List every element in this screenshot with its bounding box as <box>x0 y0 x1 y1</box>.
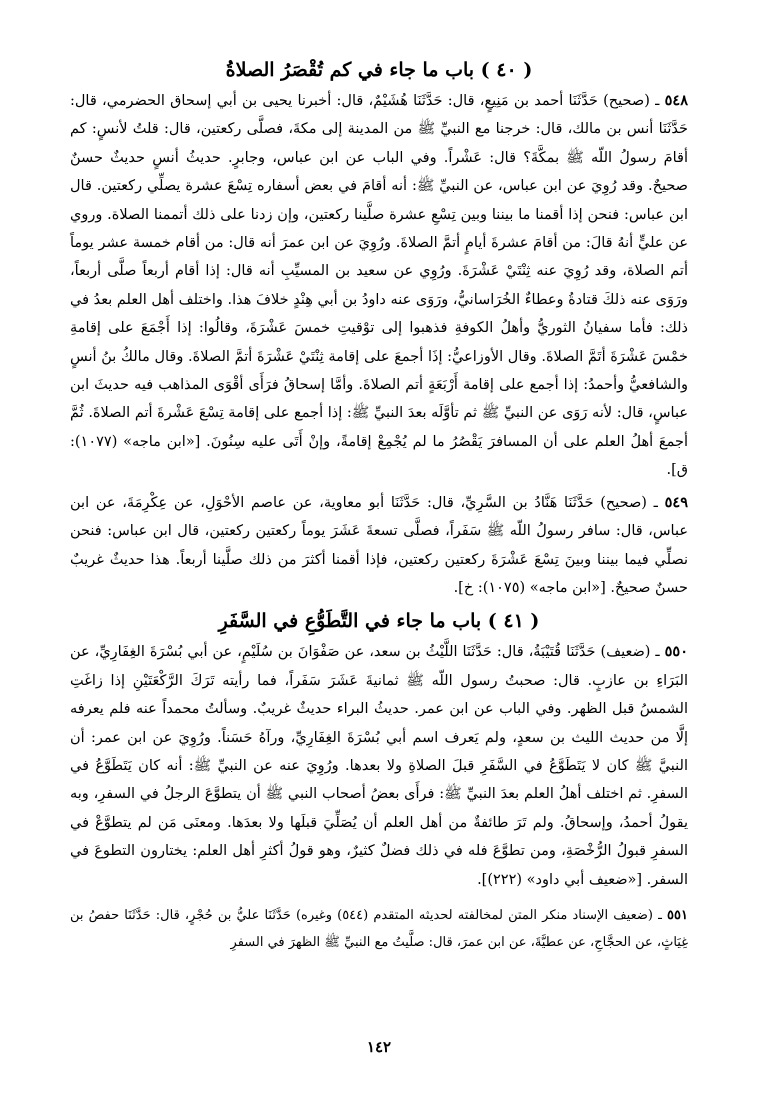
hadith-551 <box>70 902 688 956</box>
hadith-text: ـ (ضعيف) حَدَّثَنَا قُتَيْبَةُ، قال: حَدَّثَنَا اللَّيْثُ بن سعد، عن صَفْوَانَ بن سُلَيْمٍ، عن أبي بُسْرَةَ الغِفَارِيِّ، عن البَرَاءِ بن عازبٍ. قال: صحبتُ رسول اللّه ﷺ ثمانيةَ عَشَرَ سَفَراً، فما رأيته تَرَكَ الرَّكْعَتَيْنِ إذا زاغَتِ الشمسُ قبل الظهر. وفي الباب عن ابن عمر. حديثُ البراء حديثٌ غريبٌ. وسألتُ محمداً عنه فلم يعرفه إلَّا من حديث الليث بن سعدٍ، ولم يَعرف اسم أبي بُسْرَةَ الغِفَارِيِّ، ورآهُ حَسَناً. ورُوِيَ عن ابن عمر: أن النبيَّ ﷺ كان لا يَتَطَوَّعُ في السَّفَرِ قبلَ الصلاةِ ولا بعدها. ورُوِيَ عنه عن النبيِّ ﷺ: أنه كان يَتَطَوَّعُ في السفرِ. ثم اختلف أهلُ العلم بعدَ النبيِّ ﷺ: فرأَى بعضُ أصحاب النبي ﷺ أن يتطوَّعَ الرجلُ في السفرِ، وبه يقولُ أحمدُ، وإسحاقُ. ولم تَرَ طائفةٌ من أهل العلم أن يُصَلِّيَ قبلَها ولا بعدَها. ومعنَى مَن لم يتطوَّعْ في السفرِ قبولُ الرُّخْصَةِ، ومن تطوَّعَ فله في ذلك فضلٌ كثيرٌ، وهو قولُ أكثرِ أهل العلم: يختارون التطوعَ في السفر. [«ضعيف أبي داود» (٢٢٢)]. <box>70 644 688 888</box>
hadith-text: ـ (صحيح) حَدَّثَنَا هَنَّادُ بن السَّرِيِّ، قال: حَدَّثَنَا أبو معاوية، عن عاصم الأحْوَلِ، عن عِكْرِمَةَ، عن ابن عباس، قال: سافر رسولُ اللّه ﷺ سَفَراً، فصلَّى تسعةَ عَشَرَ يوماً ركعتين ركعتين، قال ابن عباس: فنحن نصلِّي فيما بيننا وبينَ تِسْعَ عَشْرَةَ ركعتين ركعتين، فإذا أقمنا أكثرَ من ذلك صلَّينا أربعاً. هذا حديثٌ غريبٌ حسنٌ صحيحٌ. [«ابن ماجه» (١٠٧٥): خ]. <box>70 494 688 596</box>
hadith-549 <box>70 489 688 603</box>
page-number: ١٤٢ <box>366 1038 392 1056</box>
hadith-550 <box>70 638 688 894</box>
hadith-number: ٥٤٩ <box>664 493 688 511</box>
hadith-number: ٥٥٠ <box>664 643 688 661</box>
hadith-text: ـ (صحيح) حَدَّثَنَا أحمد بن مَنِيعٍ، قال: حَدَّثَنَا هُشَيْمٌ، قال: أخبرنا يحيى بن أبي إسحاق الحضرمي، قال: حَدَّثَنَا أنس بن مالك، قال: خرجنا مع النبيِّ ﷺ من المدينة إلى مكةَ، فصلَّى ركعتين، قال: قلتُ لأنسٍ: كم أقامَ رسولُ اللّه ﷺ بمكَّةَ؟ قال: عَشْراً. وفي الباب عن ابن عباس، وجابرٍ. حديثُ أنسٍ حديثٌ حسنٌ صحيحٌ. وقد رُوِيَ عن ابن عباس، عن النبيِّ ﷺ: أنه أقامَ في بعض أسفاره تِسْعَ عشرة يصلِّي ركعتين. قال ابن عباس: فنحن إذا أقمنا ما بيننا وبين تِسْعِ عشرة صلَّينا ركعتين، وإن زدنا على ذلك أتممنا الصلاة. وروي عن عليٍّ أنهُ قالَ: من أقامَ عشرةَ أيامٍ أتمَّ الصلاةَ. ورُوِيَ عن ابن عمرَ أنه قال: من أقام خمسة عشر يوماً أتم الصلاة، وقد رُوِيَ عنه ثِنْتَيْ عَشْرَةَ. ورُوِي عن سعيد بن المسيِّبِ أنه قال: إذا أقام أربعاً صلَّى أربعاً، ورَوَى عنه ذلكَ قتادةُ وعطاءٌ الخُرَاسانيُّ، ورَوَى عنه داودُ بن أبي هِنْدٍ خلافَ هذا. واختلف أهل العلم بعدُ في ذلك: فأما سفيانُ الثوريُّ وأهلُ الكوفةِ فذهبوا إلى توْقيتِ خمسَ عَشْرَةَ، وقالُوا: إذا أَجْمَعَ على إقامةِ خمْسَ عَشْرَةَ أتَمَّ الصلاةَ. وقال الأوزاعيُّ: إذَا أجمعَ على إقامة ثِنْتَيْ عَشْرَةَ أتمَّ الصلاةَ. وقال مالكُ بنُ أنسٍ والشافعيُّ وأحمدُ: إذا أجمع على إقامة أَرْبَعَةٍ أتم الصلاةَ. وأمَّا إسحاقُ فرَأَى أقْوَى المذاهب فيه حديثَ ابن عباسٍ، قال: لأنه رَوَى عن النبيِّ ﷺ ثم تأوَّلَه بعدَ النبيِّ ﷺ: إذا أجمع على إقامة تِسْعَ عَشْرةَ أتم الصلاةَ. ثُمَّ أجمعَ أهلُ العلم على أن المسافرَ يَقْصُرُ ما لم يُجْمِعْ إقامةً، وإنْ أَتَى عليه سِنُونَ. [«ابن ماجه» (١٠٧٧): ق]. <box>70 93 688 479</box>
chapter-title-40: ( ٤٠ ) باب ما جاء في كم تُقْصَرُ الصلاةُ <box>225 59 533 81</box>
hadith-number: ٥٥١ <box>667 907 688 923</box>
hadith-number: ٥٤٨ <box>664 92 688 109</box>
chapter-title-41: ( ٤١ ) باب ما جاء في التَّطَوُّعِ في السَّفَرِ <box>218 610 540 633</box>
hadith-548 <box>70 87 688 485</box>
document-page <box>70 55 688 1065</box>
hadith-text: ـ (ضعيف الإسناد منكر المتن لمخالفته لحديثه المتقدم (٥٤٤) وغيره) حَدَّثَنَا عليُّ بن حُجْرٍ، قال: حَدَّثَنَا حفصُ بن غِيَاثٍ، عن الحجَّاجِ، عن عطيَّةَ، عن ابن عمرَ، قال: صلَّيتُ مع النبيِّ ﷺ الظهرَ في السفرِ <box>70 907 688 950</box>
